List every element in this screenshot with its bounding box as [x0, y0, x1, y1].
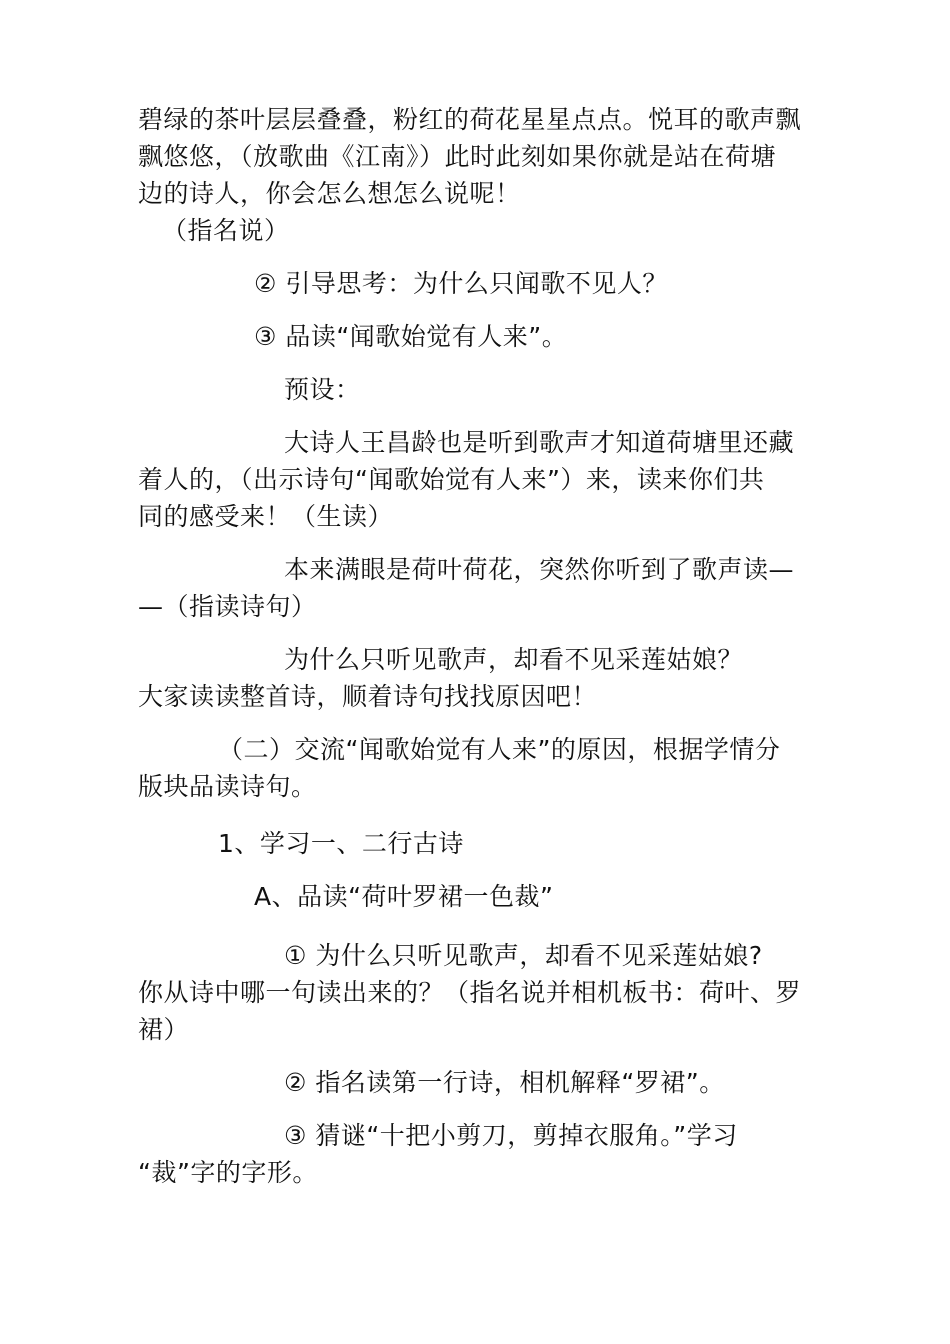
paragraph-line-11: 本来满眼是荷叶荷花，突然你听到了歌声读—: [284, 555, 795, 584]
section-two-heading-line-1: （二）交流“闻歌始觉有人来”的原因，根据学情分: [218, 735, 781, 764]
preset-label: 预设：: [284, 375, 361, 404]
riddle-line-1: ③ 猜谜“十把小剪刀，剪掉衣服角。”学习: [284, 1121, 738, 1150]
part-a-heading: A、品读“荷叶罗裙一色裁”: [254, 882, 554, 911]
riddle-line-2: “裁”字的字形。: [138, 1158, 318, 1187]
step-read-line: ③ 品读“闻歌始觉有人来”。: [254, 322, 568, 351]
question-line-1: ① 为什么只听见歌声，却看不见采莲姑娘?: [284, 941, 763, 970]
step-read-first-line: ② 指名读第一行诗，相机解释“罗裙”。: [284, 1068, 725, 1097]
paragraph-line-3: 边的诗人，你会怎么想怎么说呢！: [138, 179, 521, 208]
paragraph-line-8: 大诗人王昌龄也是听到歌声才知道荷塘里还藏: [284, 428, 795, 457]
paragraph-line-9: 着人的，（出示诗句“闻歌始觉有人来”）来，读来你们共: [138, 465, 765, 494]
section-two-heading-line-2: 版块品读诗句。: [138, 772, 317, 801]
paragraph-line-12: —（指读诗句）: [138, 592, 317, 621]
paragraph-line-2: 飘悠悠，（放歌曲《江南》）此时此刻如果你就是站在荷塘: [138, 142, 777, 171]
question-line-3: 裙）: [138, 1015, 190, 1044]
question-line-2: 你从诗中哪一句读出来的？（指名说并相机板书：荷叶、罗: [138, 978, 802, 1007]
step-guide-thinking: ② 引导思考：为什么只闻歌不见人？: [254, 269, 668, 298]
note-named-speak: （指名说）: [162, 216, 290, 245]
paragraph-line-10: 同的感受来！（生读）: [138, 502, 394, 531]
subsection-heading: 1、学习一、二行古诗: [218, 829, 464, 858]
paragraph-line-14: 大家读读整首诗，顺着诗句找找原因吧！: [138, 682, 598, 711]
paragraph-line-13: 为什么只听见歌声，却看不见采莲姑娘？: [284, 645, 744, 674]
paragraph-line-1: 碧绿的茶叶层层叠叠，粉红的荷花星星点点。悦耳的歌声飘: [138, 105, 802, 134]
